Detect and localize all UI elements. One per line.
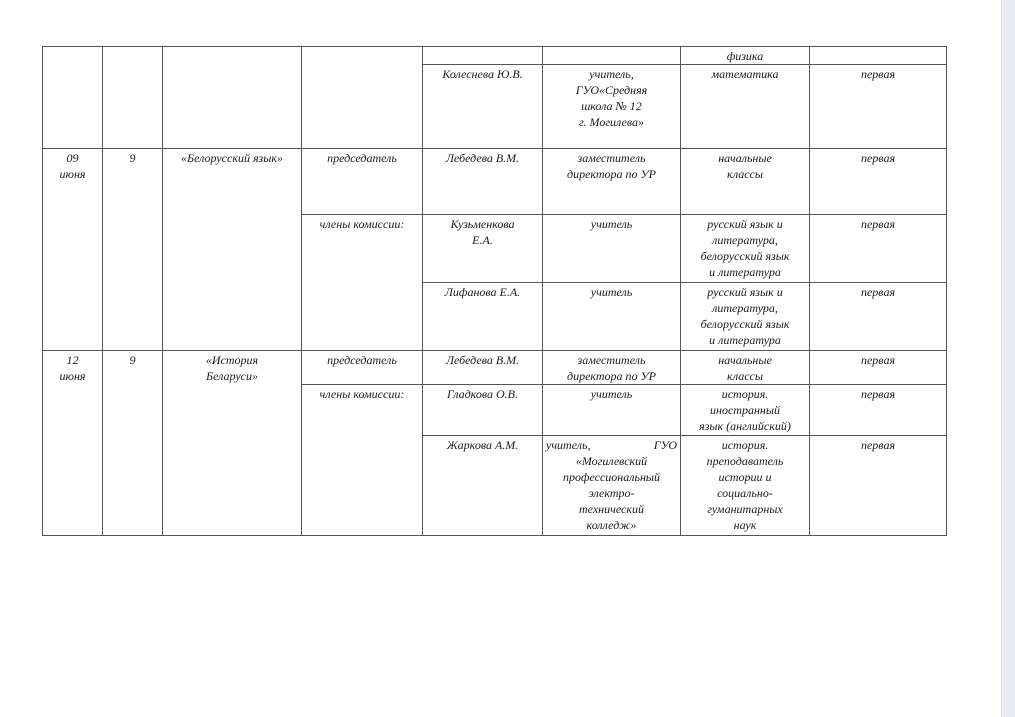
category-cell: первая xyxy=(810,65,947,149)
category-cell xyxy=(810,47,947,65)
commission-table xyxy=(42,46,947,536)
position-cell: заместитель директора по УР xyxy=(543,351,681,385)
role-cell xyxy=(302,47,423,149)
name-cell: Жаркова А.М. xyxy=(423,436,543,536)
role-cell: председатель xyxy=(302,149,423,215)
role-cell: члены комиссии: xyxy=(302,215,423,351)
date-cell: 09 июня xyxy=(43,149,103,351)
exam-cell: «Белорусский язык» xyxy=(163,149,302,351)
subject-cell: начальные классы xyxy=(681,149,810,215)
category-cell: первая xyxy=(810,283,947,351)
category-cell: первая xyxy=(810,351,947,385)
table-row xyxy=(43,351,947,385)
name-cell: Лифанова Е.А. xyxy=(423,283,543,351)
subject-cell: история. иностранный язык (английский) xyxy=(681,385,810,436)
name-cell: Гладкова О.В. xyxy=(423,385,543,436)
grade-cell xyxy=(103,47,163,149)
position-cell: учитель xyxy=(543,283,681,351)
position-cell xyxy=(543,47,681,65)
exam-cell: «История Беларуси» xyxy=(163,351,302,536)
subject-cell: математика xyxy=(681,65,810,149)
category-cell: первая xyxy=(810,385,947,436)
position-cell: учитель, ГУО«Средняя школа № 12 г. Могилева» xyxy=(543,65,681,149)
category-cell: первая xyxy=(810,436,947,536)
vertical-scrollbar[interactable] xyxy=(1001,0,1015,717)
role-cell: члены комиссии: xyxy=(302,385,423,536)
date-cell: 12 июня xyxy=(43,351,103,536)
subject-cell: русский язык и литература, белорусский язык и литература xyxy=(681,283,810,351)
subject-cell: физика xyxy=(681,47,810,65)
subject-cell: русский язык и литература, белорусский язык и литература xyxy=(681,215,810,283)
subject-cell: история. преподаватель истории и социально- гуманитарных наук xyxy=(681,436,810,536)
name-cell: Лебедева В.М. xyxy=(423,149,543,215)
role-cell: председатель xyxy=(302,351,423,385)
name-cell xyxy=(423,47,543,65)
subject-cell: начальные классы xyxy=(681,351,810,385)
name-cell: Колеснева Ю.В. xyxy=(423,65,543,149)
position-cell: учитель xyxy=(543,215,681,283)
exam-cell xyxy=(163,47,302,149)
date-cell xyxy=(43,47,103,149)
category-cell: первая xyxy=(810,149,947,215)
grade-cell: 9 xyxy=(103,149,163,351)
name-cell: Лебедева В.М. xyxy=(423,351,543,385)
position-cell: заместитель директора по УР xyxy=(543,149,681,215)
table-row xyxy=(43,47,947,65)
table-row xyxy=(43,149,947,215)
grade-cell: 9 xyxy=(103,351,163,536)
position-cell: учитель xyxy=(543,385,681,436)
name-cell: Кузьменкова Е.А. xyxy=(423,215,543,283)
category-cell: первая xyxy=(810,215,947,283)
position-cell: учитель, ГУО «Могилевский профессиональный электро- технический колледж» xyxy=(543,436,681,536)
